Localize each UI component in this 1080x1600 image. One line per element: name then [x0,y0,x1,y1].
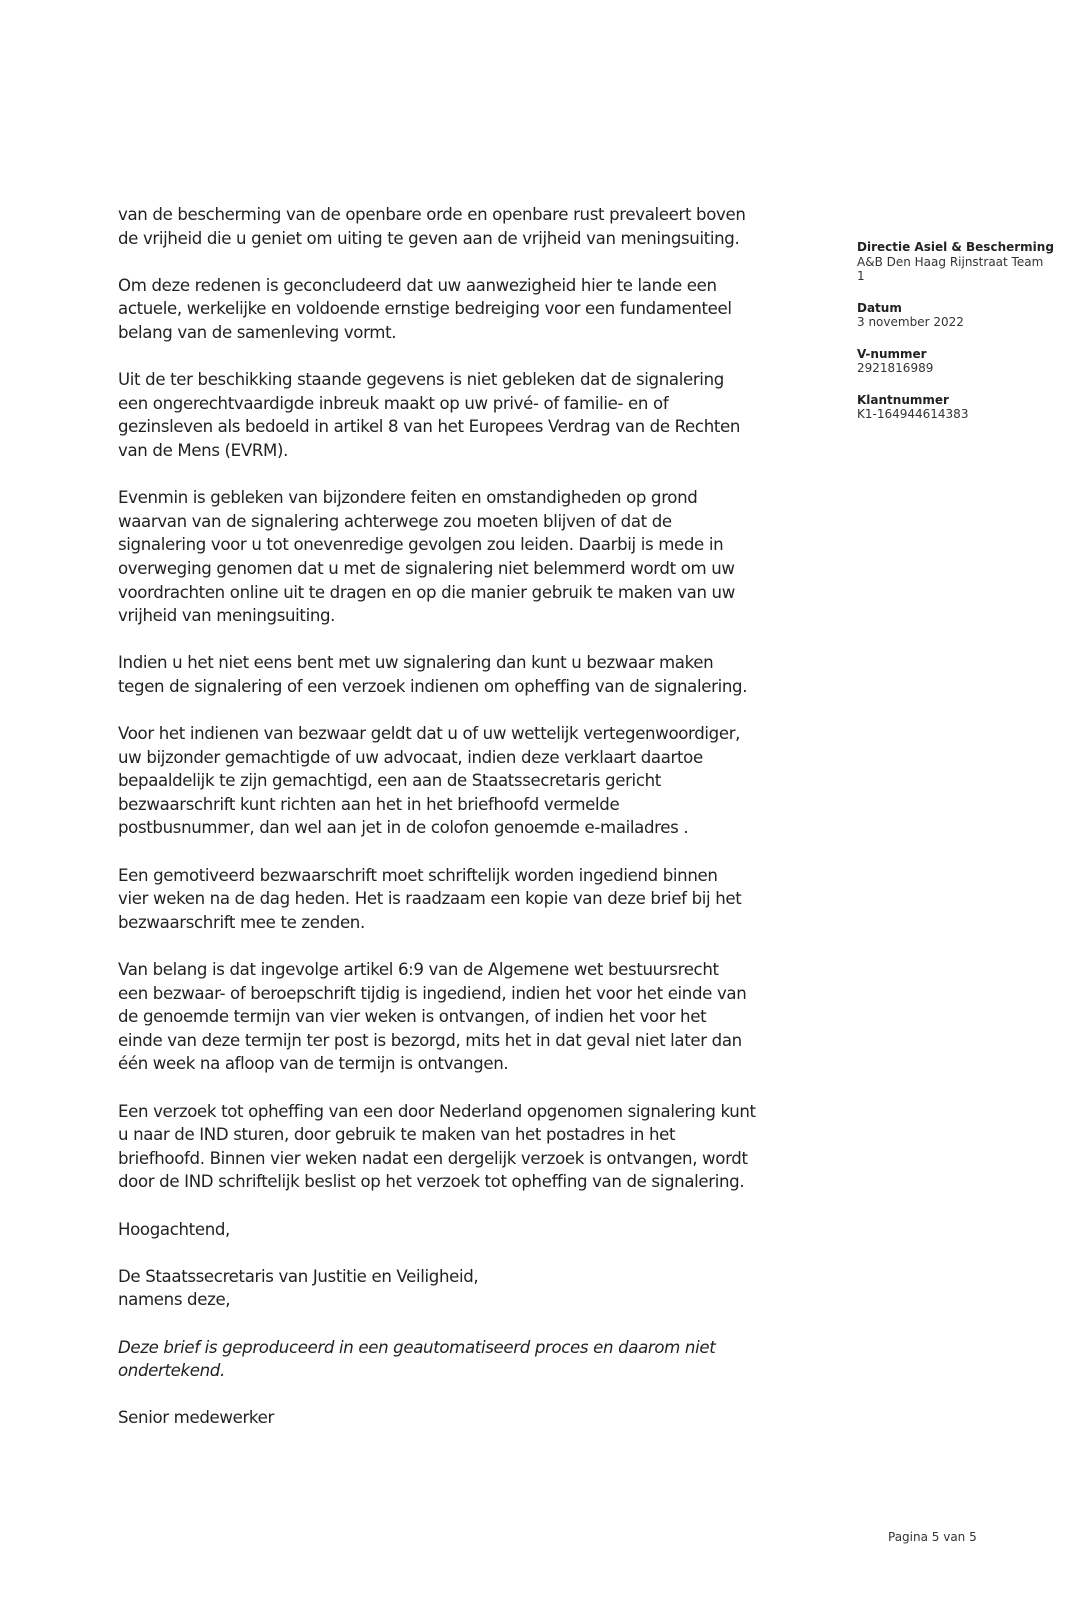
text-line: tegen de signalering of een verzoek indienen om opheffing van de signalering. [118,676,748,696]
text-line: door de IND schriftelijk beslist op het verzoek tot opheffing van de signalering. [118,1172,745,1192]
date-value: 3 november 2022 [857,315,964,329]
v-number-value: 2921816989 [857,361,934,375]
closing-salutation [118,1218,838,1242]
department-block [857,240,1080,284]
text-line: Indien u het niet eens bent met uw signalering dan kunt u bezwaar maken [118,653,714,673]
text-line: Uit de ter beschikking staande gegevens is niet gebleken dat de signalering [118,370,724,390]
automated-notice [118,1336,838,1383]
letter-sidebar [857,240,1080,439]
text-line: Evenmin is gebleken van bijzondere feiten en omstandigheden op grond [118,488,698,508]
paragraph-lifting-request [118,1100,838,1194]
team-line: A&B Den Haag Rijnstraat Team [857,254,1044,269]
client-number-label: Klantnummer [857,392,949,407]
text-line: Voor het indienen van bezwaar geldt dat u of uw wettelijk vertegenwoordiger, [118,724,741,744]
letter-body [118,203,838,1453]
client-number-value: K1-164944614383 [857,407,969,421]
text-line: van de bescherming van de openbare orde en openbare rust prevaleert boven [118,205,746,224]
text-line: vrijheid van meningsuiting. [118,606,336,626]
text-line: bezwaarschrift mee te zenden. [118,912,365,932]
text-line: signalering voor u tot onevenredige gevolgen zou leiden. Daarbij is mede in [118,535,724,555]
paragraph-objection-options [118,651,838,698]
text-line: waarvan van de signalering achterwege zou moeten blijven of dat de [118,511,672,531]
paragraph-public-order [118,203,838,250]
text-line: gezinsleven als bedoeld in artikel 8 van het Europees Verdrag van de Rechten [118,417,741,437]
text-line: belang van de samenleving vormt. [118,322,397,342]
client-number-block [857,393,1080,422]
text-line: bepaaldelijk te zijn gemachtigd, een aan de Staatssecretaris gericht [118,771,661,791]
text-line: namens deze, [118,1290,231,1310]
paragraph-deadline [118,864,838,935]
team-line: 1 [857,269,865,283]
text-line: u naar de IND sturen, door gebruik te maken van het postadres in het [118,1125,676,1145]
signatory-block [118,1265,838,1312]
text-line: van de Mens (EVRM). [118,440,289,460]
text-line: de genoemde termijn van vier weken is ontvangen, of indien het voor het [118,1007,707,1027]
text-line: één week na afloop van de termijn is ontvangen. [118,1054,509,1074]
department-name: Directie Asiel & Bescherming [857,240,1054,254]
page-indicator: Pagina 5 van 5 [888,1530,977,1544]
text-line: einde van deze termijn ter post is bezorgd, mits het in dat geval niet later dan [118,1030,742,1050]
paragraph-circumstances [118,486,838,628]
paragraph-awb-article [118,958,838,1076]
date-block [857,301,1080,330]
text-line: actuele, werkelijke en voldoende ernstige bedreiging voor een fundamenteel [118,299,732,319]
text-line: Hoogachtend, [118,1219,230,1239]
text-line: de vrijheid die u geniet om uiting te geven aan de vrijheid van meningsuiting. [118,228,740,248]
text-line: De Staatssecretaris van Justitie en Veiligheid, [118,1266,479,1286]
v-number-block [857,347,1080,376]
text-line: Een verzoek tot opheffing van een door Nederland opgenomen signalering kunt [118,1101,756,1121]
text-line: uw bijzonder gemachtigde of uw advocaat, indien deze verklaart daartoe [118,747,703,767]
paragraph-evrm [118,368,838,462]
text-line: Van belang is dat ingevolge artikel 6:9 van de Algemene wet bestuursrecht [118,960,719,979]
text-line: bezwaarschrift kunt richten aan het in het briefhoofd vermelde [118,794,620,814]
text-line: een ongerechtvaardigde inbreuk maakt op uw privé- of familie- en of [118,393,669,413]
v-number-label: V-nummer [857,346,927,361]
paragraph-objection-procedure [118,722,838,840]
paragraph-conclusion [118,274,838,345]
date-label: Datum [857,300,902,315]
text-line: Deze brief is geproduceerd in een geautomatiseerd proces en daarom niet [118,1337,716,1357]
signatory-role [118,1406,838,1430]
text-line: Om deze redenen is geconcludeerd dat uw aanwezigheid hier te lande een [118,275,717,295]
text-line: vier weken na de dag heden. Het is raadzaam een kopie van deze brief bij het [118,889,742,909]
text-line: ondertekend. [118,1361,225,1381]
text-line: Een gemotiveerd bezwaarschrift moet schriftelijk worden ingediend binnen [118,865,718,885]
text-line: voordrachten online uit te dragen en op die manier gebruik te maken van uw [118,582,735,602]
text-line: Senior medewerker [118,1408,274,1428]
text-line: briefhoofd. Binnen vier weken nadat een dergelijk verzoek is ontvangen, wordt [118,1148,748,1168]
text-line: overweging genomen dat u met de signalering niet belemmerd wordt om uw [118,558,735,578]
text-line: postbusnummer, dan wel aan jet in de colofon genoemde e-mailadres . [118,818,689,838]
text-line: een bezwaar- of beroepschrift tijdig is ingediend, indien het voor het einde van [118,983,747,1003]
